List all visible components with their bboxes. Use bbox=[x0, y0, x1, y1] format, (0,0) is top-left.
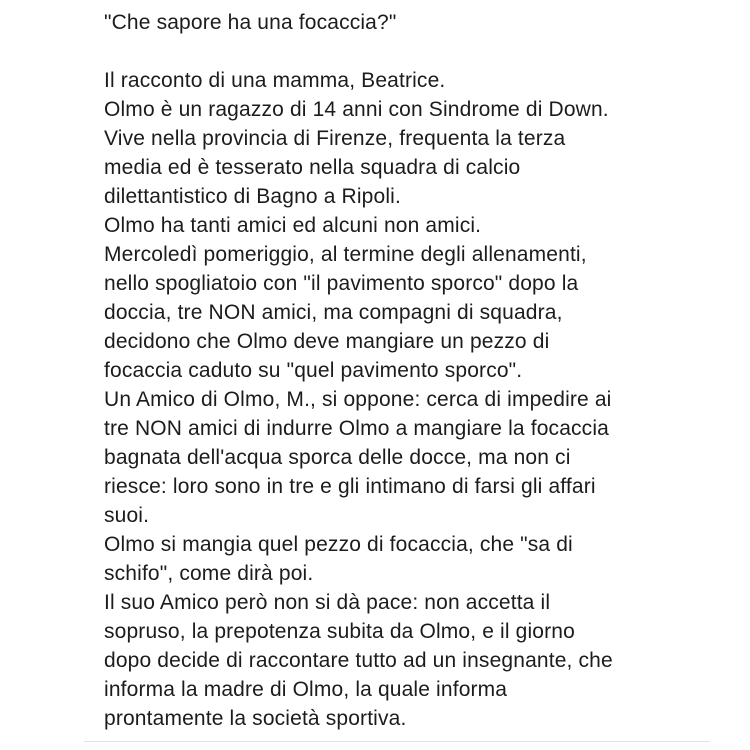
post-text-line: dopo decide di raccontare tutto ad un insegnante, che bbox=[104, 649, 613, 672]
post-text-line: bagnata dell'acqua sporca delle docce, ma non ci bbox=[104, 446, 571, 469]
post-text-line: focaccia caduto su "quel pavimento sporco". bbox=[104, 359, 523, 382]
post-text-line: tre NON amici di indurre Olmo a mangiare la focaccia bbox=[104, 417, 609, 440]
post-text-line: Il racconto di una mamma, Beatrice. bbox=[104, 69, 446, 92]
post-text-line: riesce: loro sono in tre e gli intimano di farsi gli affari bbox=[104, 475, 596, 498]
post-text-line: doccia, tre NON amici, ma compagni di squadra, bbox=[104, 301, 563, 324]
post-text-line: Mercoledì pomeriggio, al termine degli allenamenti, bbox=[104, 243, 587, 266]
paragraph-gap bbox=[104, 37, 744, 66]
post-text-line: Vive nella provincia di Firenze, frequenta la terza bbox=[104, 127, 566, 150]
post-text-line: dilettantistico di Bagno a Ripoli. bbox=[104, 185, 401, 208]
post-title-line: "Che sapore ha una focaccia?" bbox=[104, 11, 397, 34]
post-text-line: sopruso, la prepotenza subita da Olmo, e il giorno bbox=[104, 620, 575, 643]
post-text-line: Olmo ha tanti amici ed alcuni non amici. bbox=[104, 214, 482, 237]
post-text-line: nello spogliatoio con "il pavimento sporco" dopo la bbox=[104, 272, 579, 295]
bottom-divider bbox=[84, 741, 710, 742]
post-text-line: decidono che Olmo deve mangiare un pezzo di bbox=[104, 330, 550, 353]
post-text-line: prontamente la società sportiva. bbox=[104, 707, 407, 730]
post-text-line: Olmo è un ragazzo di 14 anni con Sindrome di Down. bbox=[104, 98, 609, 121]
post-text-line: suoi. bbox=[104, 504, 150, 527]
post-text-body bbox=[104, 8, 744, 733]
post-text-line: media ed è tesserato nella squadra di calcio bbox=[104, 156, 521, 179]
post-text-line: Il suo Amico però non si dà pace: non accetta il bbox=[104, 591, 551, 614]
post-text-line: Olmo si mangia quel pezzo di focaccia, che "sa di bbox=[104, 533, 573, 556]
post-text-line: informa la madre di Olmo, la quale informa bbox=[104, 678, 508, 701]
post-text-line: schifo", come dirà poi. bbox=[104, 562, 314, 585]
post-text-line: Un Amico di Olmo, M., si oppone: cerca di impedire ai bbox=[104, 388, 612, 411]
